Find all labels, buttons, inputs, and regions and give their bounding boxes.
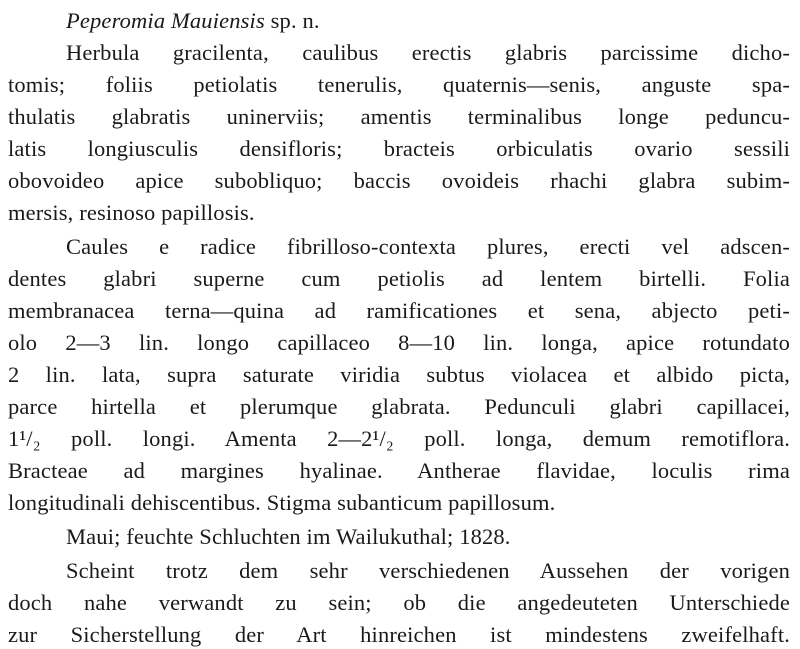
text-line: 1¹/₂ poll. longi. Amenta 2—2¹/₂ poll. longa, demum remotiflora. — [8, 426, 790, 451]
text-line: zur Sicherstellung der Art hinreichen ist mindestens zweifelhaft. — [8, 622, 790, 647]
text-line: parce hirtella et plerumque glabrata. Pedunculi glabri capillacei, — [8, 394, 790, 419]
text-line: membranacea terna—quina ad ramificationes et sena, abjecto peti- — [8, 298, 790, 323]
text-line: tomis; foliis petiolatis tenerulis, quaternis—senis, anguste spa- — [8, 72, 790, 97]
text-line: thulatis glabratis uninerviis; amentis terminalibus longe peduncu- — [8, 104, 790, 129]
text-line: doch nahe verwandt zu sein; ob die angedeuteten Unterschiede — [8, 590, 790, 615]
text-line: Bracteae ad margines hyalinae. Antherae flavidae, loculis rima — [8, 458, 790, 483]
species-novelty-marker: sp. n. — [270, 8, 320, 33]
text-line: Herbula gracilenta, caulibus erectis glabris parcissime dicho- — [66, 40, 790, 65]
text-line: 2 lin. lata, supra saturate viridia subtus violacea et albido picta, — [8, 362, 790, 387]
text-line: longitudinali dehiscentibus. Stigma subanticum papillosum. — [8, 490, 556, 515]
text-line: latis longiusculis densifloris; bracteis orbiculatis ovario sessili — [8, 136, 790, 161]
species-name: Peperomia Mauiensis — [66, 8, 265, 33]
species-heading — [66, 6, 790, 35]
text-line: Caules e radice fibrilloso-contexta plures, erecti vel adscen- — [66, 234, 790, 259]
text-line: Scheint trotz dem sehr verschiedenen Aussehen der vorigen — [66, 558, 790, 583]
text-line: obovoideo apice subobliquo; baccis ovoideis rhachi glabra subim- — [8, 168, 790, 193]
text-line: mersis, resinoso papillosis. — [8, 200, 255, 225]
locality-line: Maui; feuchte Schluchten im Wailukuthal; 1828. — [66, 524, 511, 549]
text-line: dentes glabri superne cum petiolis ad lentem birtelli. Folia — [8, 266, 790, 291]
text-line: olo 2—3 lin. longo capillaceo 8—10 lin. longa, apice rotundato — [8, 330, 790, 355]
